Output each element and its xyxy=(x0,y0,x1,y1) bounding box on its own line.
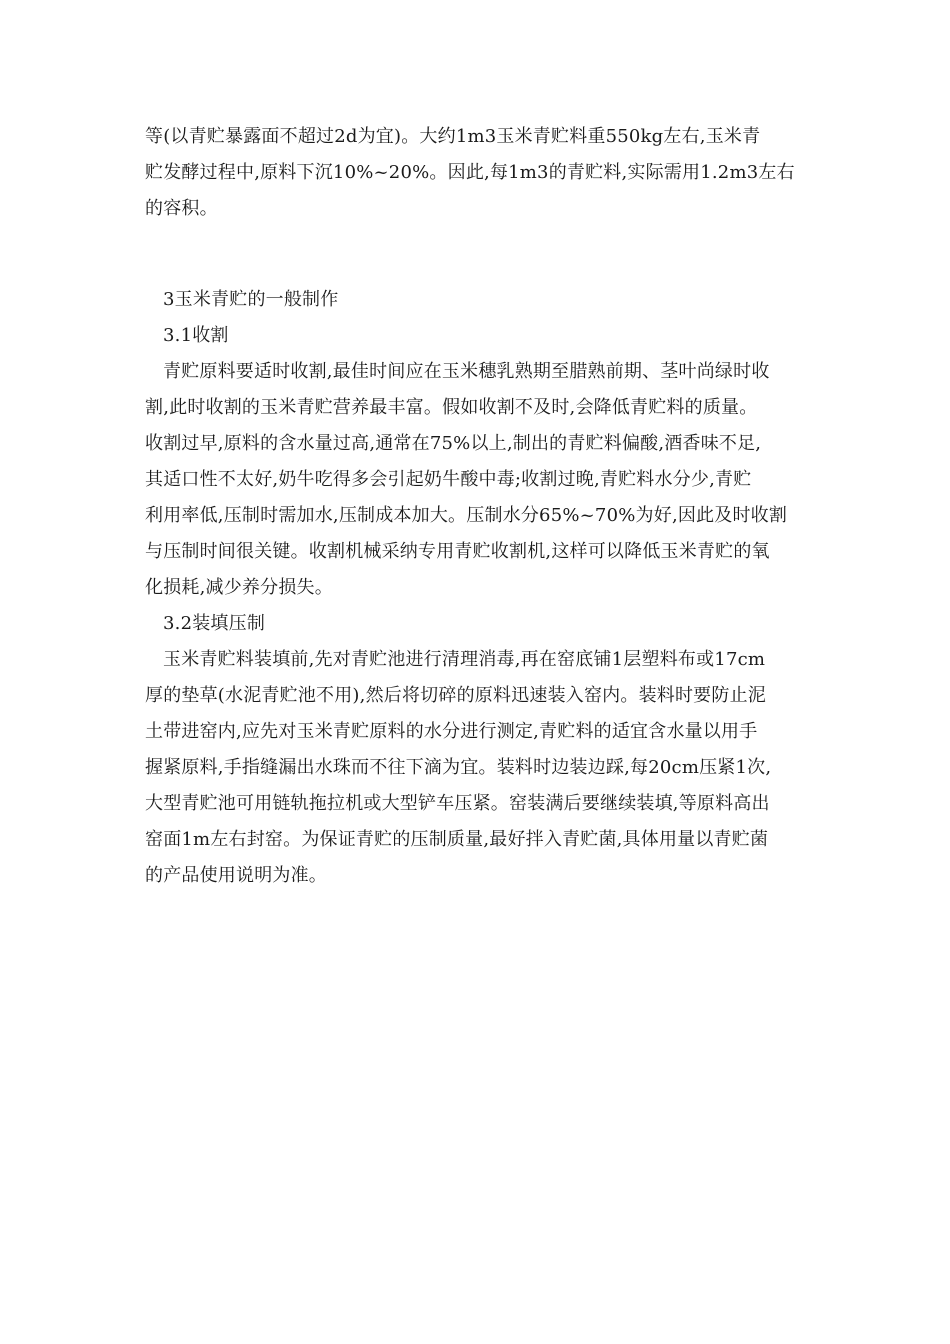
text-line: 厚的垫草(水泥青贮池不用),然后将切碎的原料迅速装入窑内。装料时要防止泥 xyxy=(145,685,766,706)
text-line: 利用率低,压制时需加水,压制成本加大。压制水分65%~70%为好,因此及时收割 xyxy=(145,505,788,526)
text-line: 的容积。 xyxy=(145,198,218,219)
text-line: 等(以青贮暴露面不超过2d为宜)。大约1m3玉米青贮料重550kg左右,玉米青 xyxy=(145,126,761,147)
text-line: 青贮原料要适时收割,最佳时间应在玉米穗乳熟期至腊熟前期、茎叶尚绿时收 xyxy=(163,361,770,382)
section-heading-3-1: 3.1收割 xyxy=(163,325,229,346)
section-heading-3: 3玉米青贮的一般制作 xyxy=(163,289,339,310)
text-line: 化损耗,减少养分损失。 xyxy=(145,577,333,598)
section-3-1-paragraph xyxy=(145,354,810,606)
paragraph-gap xyxy=(145,227,810,282)
text-line: 土带进窑内,应先对玉米青贮原料的水分进行测定,青贮料的适宜含水量以用手 xyxy=(145,721,758,742)
text-line: 收割过早,原料的含水量过高,通常在75%以上,制出的青贮料偏酸,酒香味不足, xyxy=(145,433,762,454)
text-line: 的产品使用说明为准。 xyxy=(145,865,327,886)
intro-paragraph xyxy=(145,119,810,227)
text-line: 割,此时收割的玉米青贮营养最丰富。假如收割不及时,会降低青贮料的质量。 xyxy=(145,397,758,418)
text-line: 玉米青贮料装填前,先对青贮池进行清理消毒,再在窑底铺1层塑料布或17cm xyxy=(163,649,766,670)
text-line: 窑面1m左右封窑。为保证青贮的压制质量,最好拌入青贮菌,具体用量以青贮菌 xyxy=(145,829,769,850)
text-line: 握紧原料,手指缝漏出水珠而不往下滴为宜。装料时边装边踩,每20cm压紧1次, xyxy=(145,757,772,778)
text-line: 大型青贮池可用链轨拖拉机或大型铲车压紧。窑装满后要继续装填,等原料高出 xyxy=(145,793,770,814)
document-body xyxy=(145,119,810,894)
section-3-2-paragraph xyxy=(145,642,810,894)
text-line: 其适口性不太好,奶牛吃得多会引起奶牛酸中毒;收割过晚,青贮料水分少,青贮 xyxy=(145,469,752,490)
section-heading-3-2: 3.2装填压制 xyxy=(163,613,266,634)
text-line: 与压制时间很关键。收割机械采纳专用青贮收割机,这样可以降低玉米青贮的氧 xyxy=(145,541,770,562)
text-line: 贮发酵过程中,原料下沉10%~20%。因此,每1m3的青贮料,实际需用1.2m3左右 xyxy=(145,162,795,183)
